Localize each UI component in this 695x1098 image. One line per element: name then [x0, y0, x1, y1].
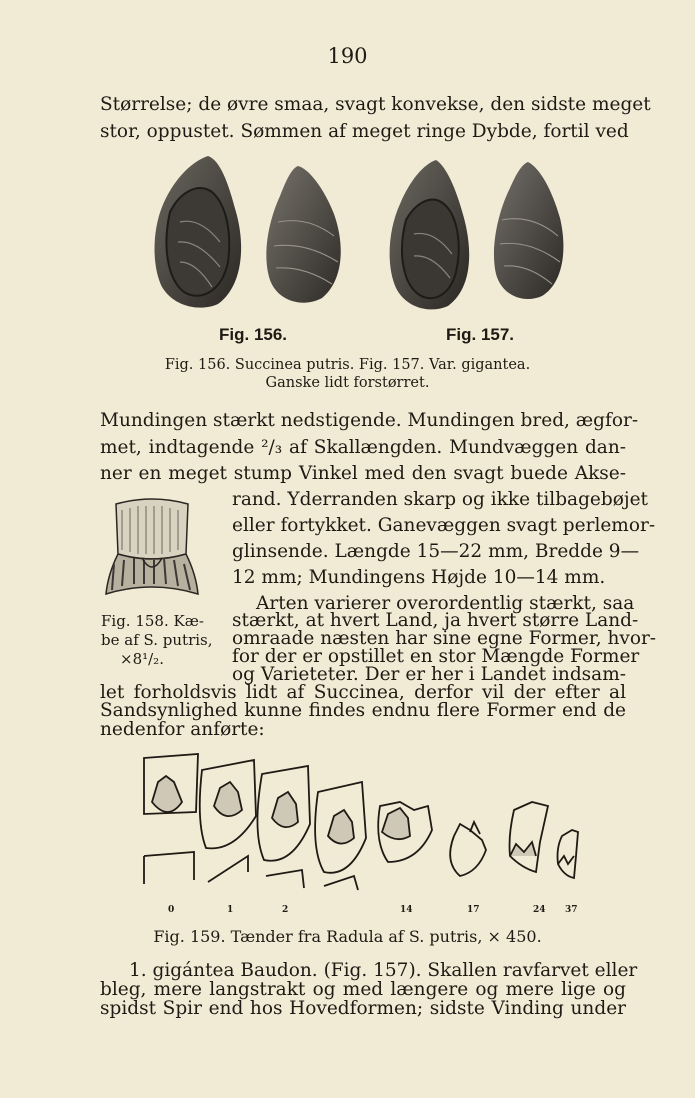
text-line: nedenfor anførte: — [100, 719, 265, 740]
fig-156-label: Fig. 156. — [219, 325, 288, 344]
fig-157-label: Fig. 157. — [446, 325, 515, 344]
tooth-number: 37 — [565, 905, 578, 915]
jaw-illustration-fig158 — [102, 494, 202, 606]
tooth-number: 24 — [533, 905, 546, 915]
text-line: eller fortykket. Ganevæggen svagt perlemor- — [232, 515, 656, 536]
text-line: 12 mm; Mundingens Højde 10—14 mm. — [232, 567, 606, 588]
fig-158-caption-line: ×8¹/₂. — [120, 650, 164, 668]
text-line: spidst Spir end hos Hovedformen; sidste Vinding under — [100, 998, 626, 1019]
text-line: omraade næsten har sine egne Former, hvor- — [232, 628, 657, 649]
tooth-number: 0 — [168, 905, 175, 915]
text-line: met, indtagende ²/₃ af Skallængden. Mundvæggen dan- — [100, 437, 626, 458]
text-line: Sandsynlighed kunne findes endnu flere Former end de — [100, 700, 626, 721]
fig-158-caption-line: be af S. putris, — [101, 631, 213, 649]
text-line: ner en meget stump Vinkel med den svagt buede Akse- — [100, 463, 626, 484]
figure-caption: Fig. 156. Succinea putris. Fig. 157. Var. gigantea. — [164, 357, 531, 373]
text-line: Arten varierer overordentlig stærkt, saa — [256, 593, 635, 614]
text-line: bleg, mere langstrakt og med længere og mere lige og — [100, 979, 626, 1000]
fig-158-caption-line: Fig. 158. Kæ- — [101, 612, 204, 630]
tooth-number: 17 — [467, 905, 480, 915]
text-line: 1. gigántea Baudon. (Fig. 157). Skallen ravfarvet eller — [129, 960, 638, 981]
shell-aperture-view-fig156 — [150, 152, 246, 310]
text-line: stor, oppustet. Sømmen af meget ringe Dybde, fortil ved — [100, 121, 629, 142]
text-line: Mundingen stærkt nedstigende. Mundingen bred, ægfor- — [100, 410, 639, 431]
tooth-number: 14 — [400, 905, 413, 915]
shell-dorsal-view-fig157 — [490, 160, 568, 300]
radula-teeth-illustration-fig159 — [138, 752, 598, 892]
page-number: 190 — [327, 44, 368, 68]
text-line: stærkt, at hvert Land, ja hvert større Land- — [232, 610, 639, 631]
tooth-number: 2 — [282, 905, 289, 915]
text-line: let forholdsvis lidt af Succinea, derfor vil der efter al — [100, 682, 626, 703]
text-line: Størrelse; de øvre smaa, svagt konvekse, den sidste meget — [100, 94, 651, 115]
text-line: for der er opstillet en stor Mængde Former — [232, 646, 640, 667]
fig-159-caption: Fig. 159. Tænder fra Radula af S. putris, × 450. — [153, 927, 542, 946]
figure-caption: Ganske lidt forstørret. — [265, 375, 430, 391]
text-line: glinsende. Længde 15—22 mm, Bredde 9— — [232, 541, 640, 562]
text-line: rand. Yderranden skarp og ikke tilbagebøjet — [232, 489, 648, 510]
text-line: og Varieteter. Der er her i Landet indsam- — [232, 664, 626, 685]
shell-aperture-view-fig157 — [386, 158, 474, 310]
shell-dorsal-view-fig156 — [264, 162, 346, 304]
tooth-number: 1 — [227, 905, 234, 915]
